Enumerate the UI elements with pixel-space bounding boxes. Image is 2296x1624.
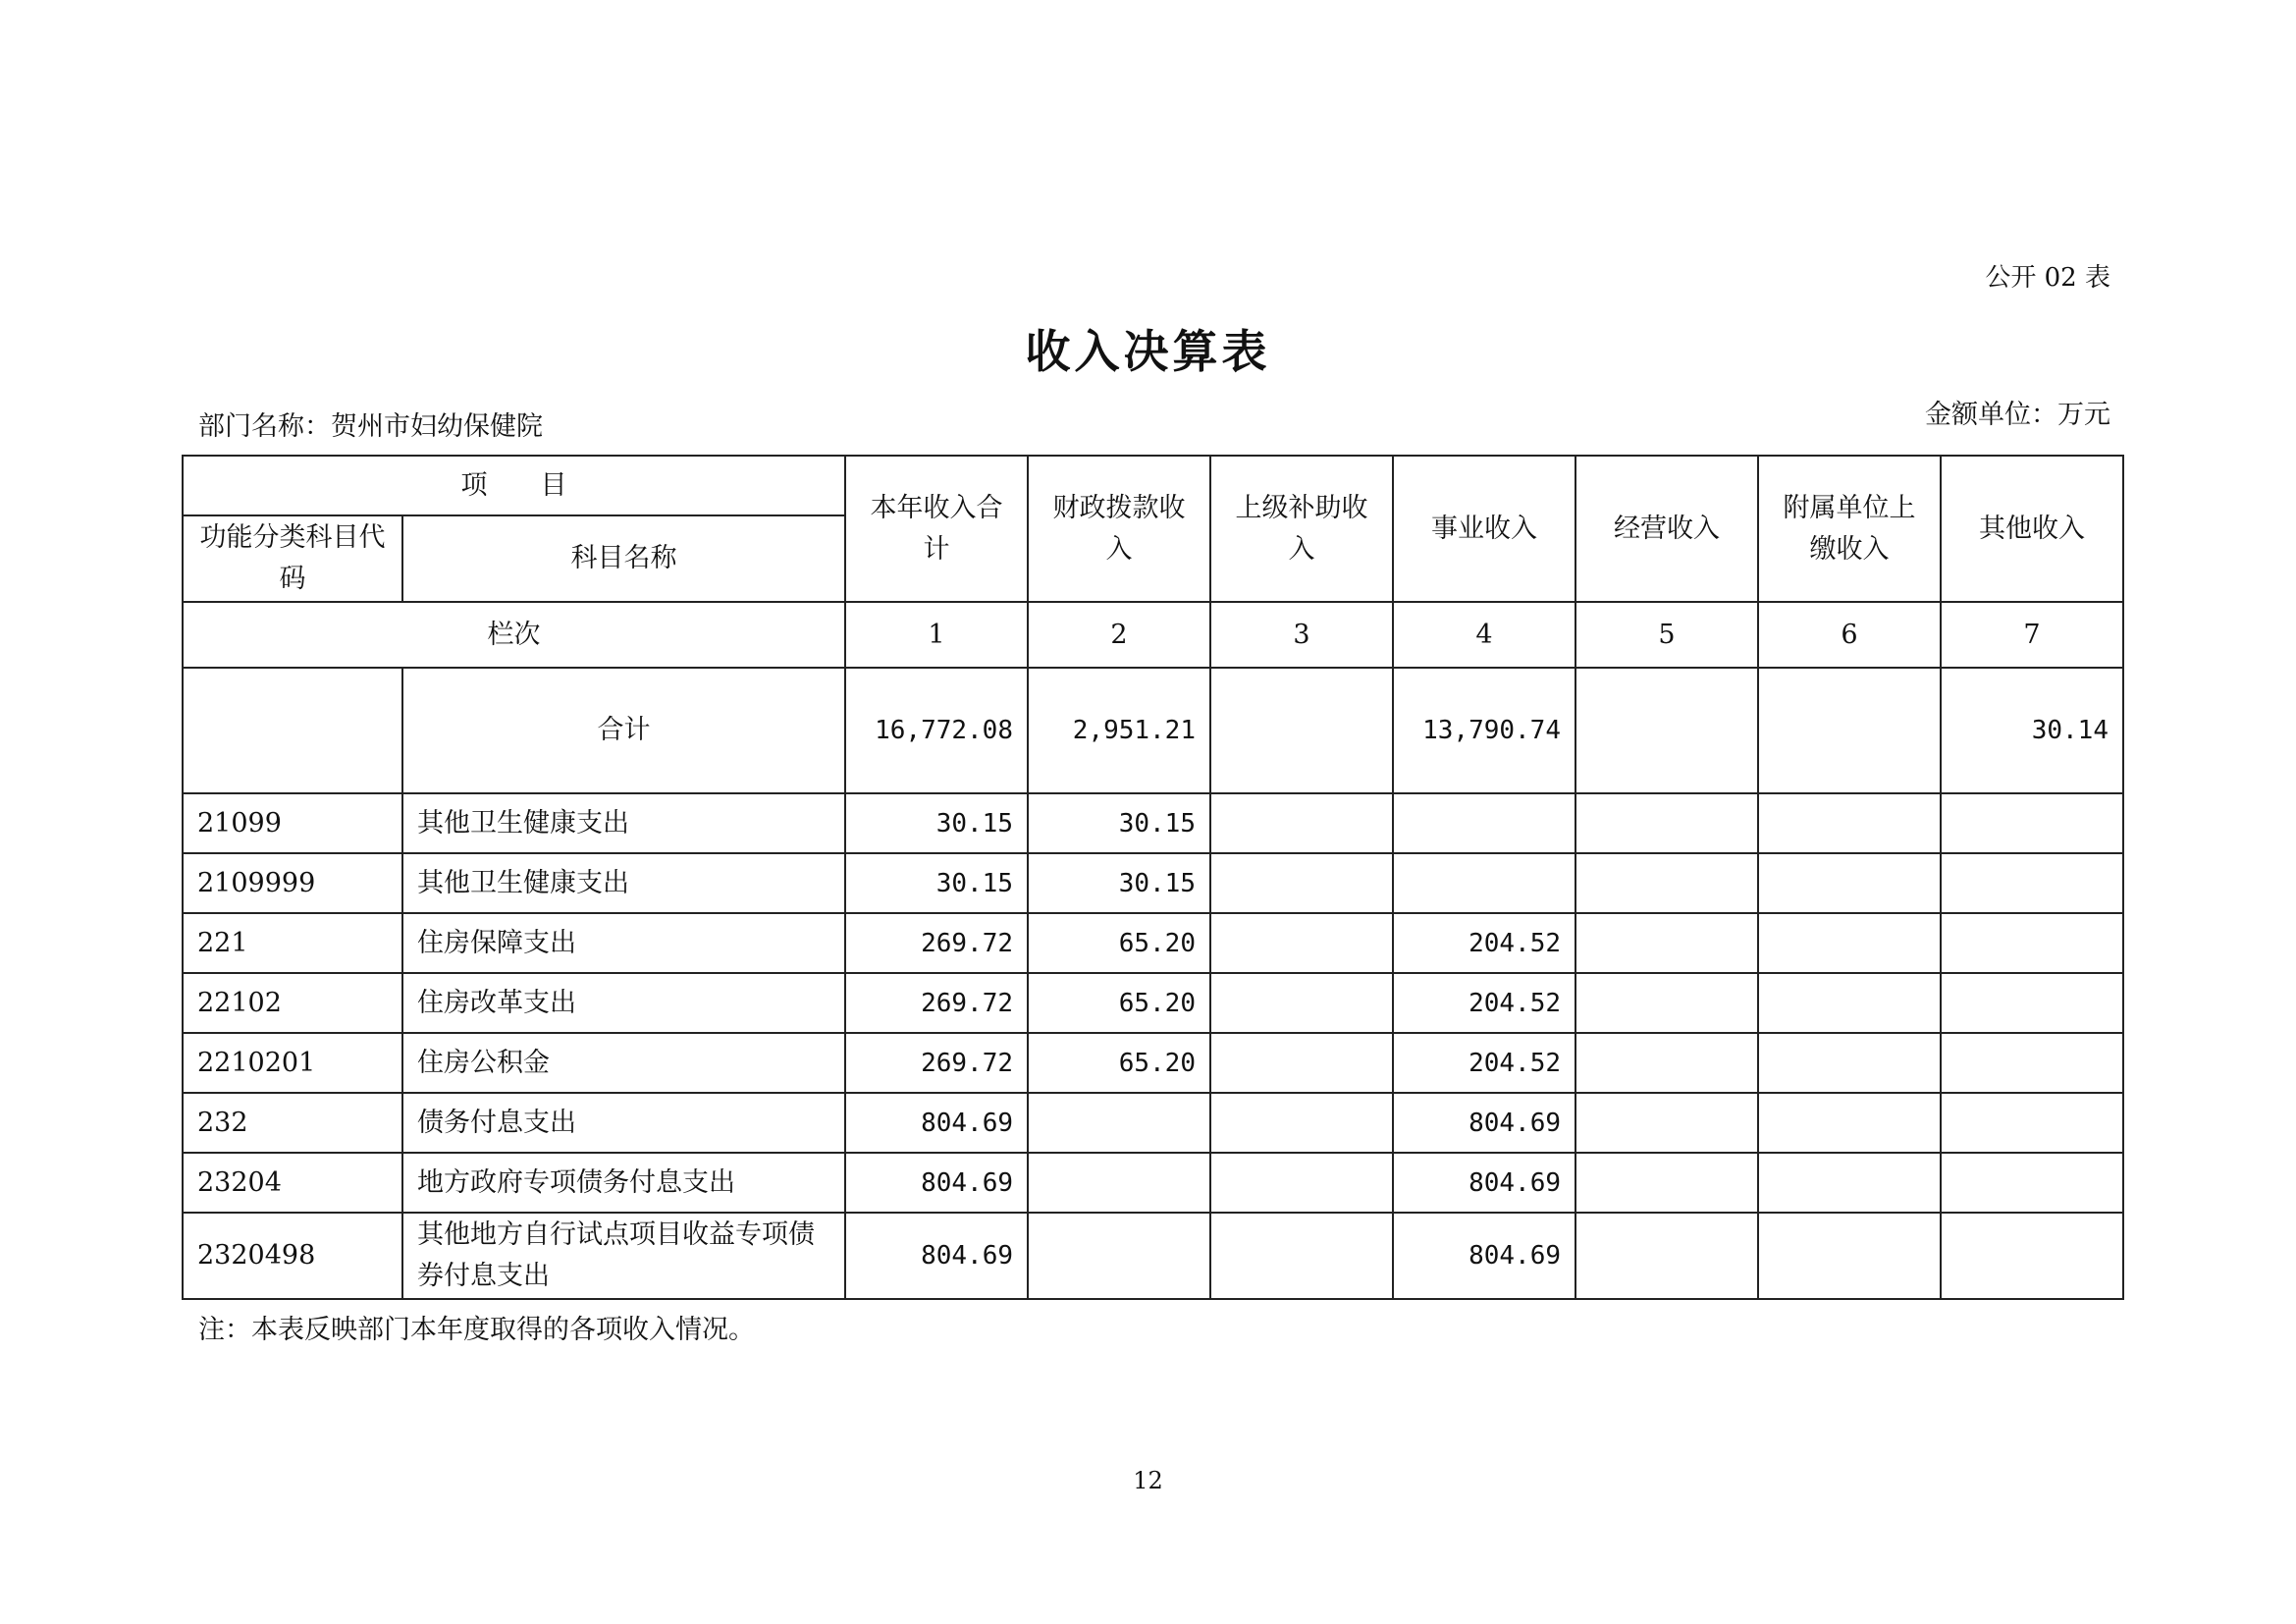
income-table [182, 455, 2124, 1300]
table-row [183, 793, 2123, 853]
row-value: 269.72 [845, 913, 1028, 973]
row-code: 21099 [183, 793, 402, 853]
header-col6: 附属单位上缴收入 [1758, 456, 1941, 602]
row-code: 2109999 [183, 853, 402, 913]
form-number: 公开 02 表 [1985, 263, 2110, 293]
row-value [1210, 1093, 1393, 1153]
amount-unit: 金额单位：万元 [1925, 400, 2110, 430]
row-value [1210, 1033, 1393, 1093]
table-row [183, 1033, 2123, 1093]
row-code: 2210201 [183, 1033, 402, 1093]
row-value [1210, 973, 1393, 1033]
table-note: 注：本表反映部门本年度取得的各项收入情况。 [198, 1315, 755, 1345]
row-name: 地方政府专项债务付息支出 [402, 1153, 845, 1213]
table-row [183, 1093, 2123, 1153]
row-name: 住房保障支出 [402, 913, 845, 973]
row-value [1575, 853, 1758, 913]
row-value [1758, 973, 1941, 1033]
index-cell: 5 [1575, 602, 1758, 668]
total-row [183, 668, 2123, 793]
row-value [1575, 1093, 1758, 1153]
row-value [1758, 1213, 1941, 1299]
row-name: 债务付息支出 [402, 1093, 845, 1153]
row-value: 30.15 [845, 793, 1028, 853]
header-col4: 事业收入 [1393, 456, 1575, 602]
header-col5: 经营收入 [1575, 456, 1758, 602]
row-value [1758, 1093, 1941, 1153]
row-value [1210, 853, 1393, 913]
row-code: 2320498 [183, 1213, 402, 1299]
row-name: 住房公积金 [402, 1033, 845, 1093]
row-name: 其他卫生健康支出 [402, 793, 845, 853]
header-row-1 [183, 456, 2123, 515]
header-col3: 上级补助收入 [1210, 456, 1393, 602]
row-value [1210, 793, 1393, 853]
row-value: 804.69 [1393, 1153, 1575, 1213]
total-value [1210, 668, 1393, 793]
row-code: 232 [183, 1093, 402, 1153]
row-code: 221 [183, 913, 402, 973]
row-value: 204.52 [1393, 913, 1575, 973]
row-value: 269.72 [845, 973, 1028, 1033]
row-value [1758, 853, 1941, 913]
total-code [183, 668, 402, 793]
page-title: 收入决算表 [1025, 325, 1271, 378]
row-value [1028, 1153, 1210, 1213]
total-label: 合计 [402, 668, 845, 793]
page-number: 12 [1133, 1467, 1163, 1494]
row-name: 其他卫生健康支出 [402, 853, 845, 913]
row-value [1575, 1153, 1758, 1213]
table-row [183, 853, 2123, 913]
row-name: 住房改革支出 [402, 973, 845, 1033]
index-cell: 2 [1028, 602, 1210, 668]
index-cell: 1 [845, 602, 1028, 668]
row-value: 65.20 [1028, 913, 1210, 973]
row-value [1941, 1213, 2123, 1299]
department-name: 部门名称：贺州市妇幼保健院 [198, 411, 543, 442]
row-value [1575, 793, 1758, 853]
row-value [1758, 1153, 1941, 1213]
row-code: 23204 [183, 1153, 402, 1213]
row-value: 65.20 [1028, 1033, 1210, 1093]
header-col1: 本年收入合计 [845, 456, 1028, 602]
row-value [1210, 1213, 1393, 1299]
row-value [1210, 1153, 1393, 1213]
row-value [1941, 1093, 2123, 1153]
row-value: 804.69 [1393, 1093, 1575, 1153]
row-value: 804.69 [1393, 1213, 1575, 1299]
row-value [1028, 1213, 1210, 1299]
row-code: 22102 [183, 973, 402, 1033]
index-label: 栏次 [183, 602, 845, 668]
row-value: 30.15 [1028, 793, 1210, 853]
total-value [1758, 668, 1941, 793]
row-value [1028, 1093, 1210, 1153]
total-value: 30.14 [1941, 668, 2123, 793]
row-value [1758, 913, 1941, 973]
row-value [1393, 853, 1575, 913]
table-row [183, 973, 2123, 1033]
table-row [183, 1153, 2123, 1213]
row-value: 204.52 [1393, 1033, 1575, 1093]
row-value: 204.52 [1393, 973, 1575, 1033]
row-value [1941, 973, 2123, 1033]
row-value [1941, 1153, 2123, 1213]
total-value: 16,772.08 [845, 668, 1028, 793]
header-col7: 其他收入 [1941, 456, 2123, 602]
total-value: 2,951.21 [1028, 668, 1210, 793]
row-value [1941, 913, 2123, 973]
row-value: 65.20 [1028, 973, 1210, 1033]
row-value [1758, 793, 1941, 853]
row-value [1575, 1213, 1758, 1299]
index-cell: 4 [1393, 602, 1575, 668]
row-value [1941, 853, 2123, 913]
row-name: 其他地方自行试点项目收益专项债券付息支出 [402, 1213, 845, 1299]
row-value: 269.72 [845, 1033, 1028, 1093]
row-value [1393, 793, 1575, 853]
total-value: 13,790.74 [1393, 668, 1575, 793]
index-cell: 6 [1758, 602, 1941, 668]
index-cell: 3 [1210, 602, 1393, 668]
header-project: 项 目 [183, 456, 845, 515]
table-row [183, 913, 2123, 973]
row-value: 804.69 [845, 1153, 1028, 1213]
row-value [1941, 1033, 2123, 1093]
header-code: 功能分类科目代码 [183, 515, 402, 602]
row-value [1575, 1033, 1758, 1093]
total-value [1575, 668, 1758, 793]
row-value [1941, 793, 2123, 853]
row-value: 804.69 [845, 1213, 1028, 1299]
row-value [1575, 913, 1758, 973]
row-value [1758, 1033, 1941, 1093]
row-value: 804.69 [845, 1093, 1028, 1153]
row-value [1210, 913, 1393, 973]
header-col2: 财政拨款收入 [1028, 456, 1210, 602]
row-value: 30.15 [845, 853, 1028, 913]
index-row [183, 602, 2123, 668]
table-row [183, 1213, 2123, 1299]
row-value [1575, 973, 1758, 1033]
index-cell: 7 [1941, 602, 2123, 668]
row-value: 30.15 [1028, 853, 1210, 913]
header-name: 科目名称 [402, 515, 845, 602]
